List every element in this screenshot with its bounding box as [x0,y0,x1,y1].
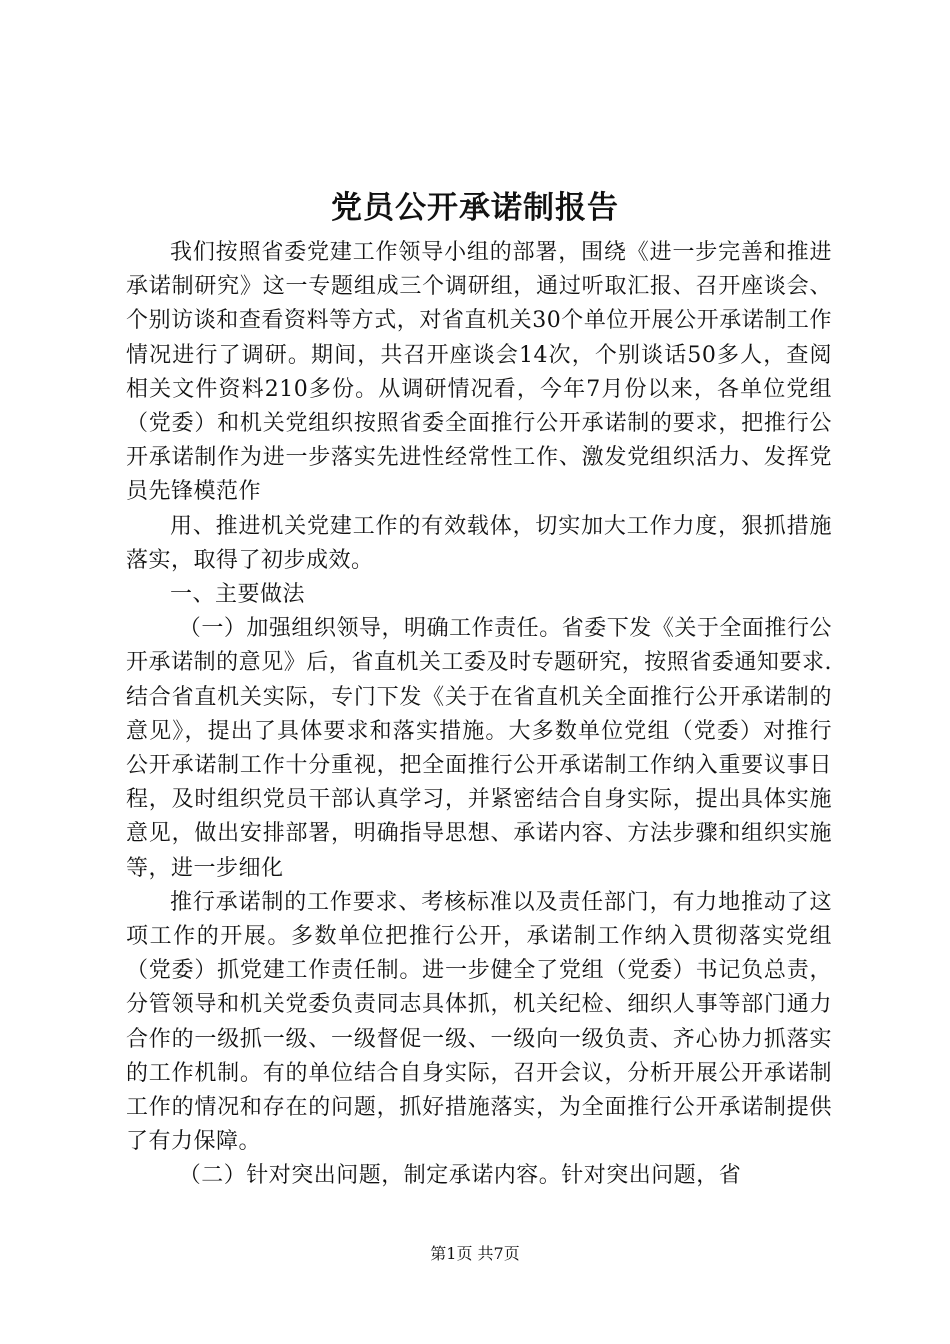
document-title: 党员公开承诺制报告 [331,190,619,226]
page-footer: 第1页 共7页 [430,1244,520,1263]
section-heading-main-practices: 一、主要做法 [170,582,306,608]
paragraph-section-1-continued: 推行承诺制的工作要求、考核标准以及责任部门，有力地推动了这项工作的开展。多数单位把推行公开，承诺制工作纳入贯彻落实党组（党委）抓党建工作责任制。进一步健全了党组（党委）书记负总责，分管领导和机关党委负责同志具体抓，机关纪检、细织人事等部门通力合作的一级抓一级、一级督促一级、一级向一级负责、齐心协力抓落实的工作机制。有的单位结合自身实际，召开会议，分析开展公开承诺制工作的情况和存在的问题，抓好措施落实，为全面推行公开承诺制提供了有力保障。 [126,889,832,1155]
paragraph-section-2: （二）针对突出问题，制定承诺内容。针对突出问题，省 [178,1163,742,1189]
paragraph-intro: 我们按照省委党建工作领导小组的部署，围绕《进一步完善和推进承诺制研究》这一专题组成三个调研组，通过听取汇报、召开座谈会、个别访谈和查看资料等方式，对省直机关30个单位开展公开承诺制工作情况进行了调研。期间，共召开座谈会14次，个别谈话50多人，查阅相关文件资料210多份。从调研情况看，今年7月份以来，各单位党组（党委）和机关党组织按照省委全面推行公开承诺制的要求，把推行公开承诺制作为进一步落实先进性经常性工作、激发党组织活力、发挥党员先锋模范作 [126,240,832,505]
document-body [126,236,832,1194]
paragraph-section-1: （一）加强组织领导，明确工作责任。省委下发《关于全面推行公开承诺制的意见》后，省直机关工委及时专题研究，按照省委通知要求.结合省直机关实际，专门下发《关于在省直机关全面推行公开承诺制的意见》，提出了具体要求和落实措施。大多数单位党组（党委）对推行公开承诺制工作十分重视，把全面推行公开承诺制工作纳入重要议事日程，及时组织党员干部认真学习，并紧密结合自身实际，提出具体实施意见，做出安排部署，明确指导思想、承诺内容、方法步骤和组织实施等，进一步细化 [126,616,832,881]
paragraph-intro-continued: 用、推进机关党建工作的有效载体，切实加大工作力度，狠抓措施落实，取得了初步成效。 [126,513,832,573]
